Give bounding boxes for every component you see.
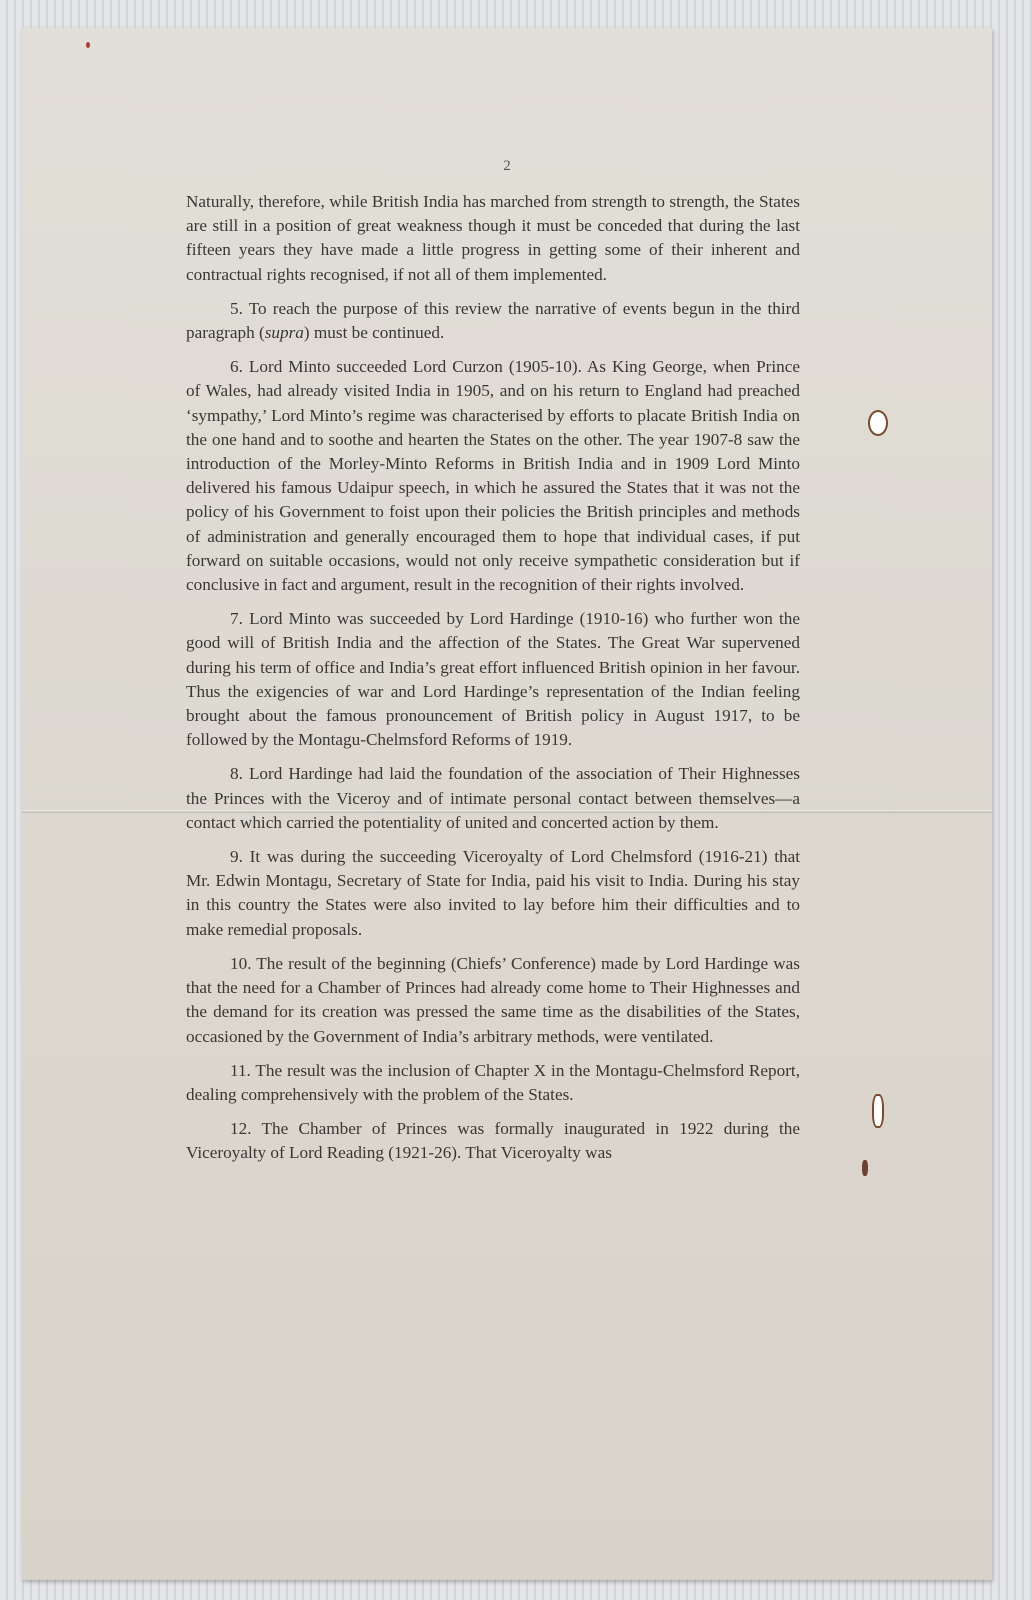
paragraph-6 xyxy=(186,355,800,597)
italic-term: supra xyxy=(264,323,304,343)
document-body xyxy=(186,190,800,1176)
paragraph-number: 8. xyxy=(230,764,243,784)
ink-spot xyxy=(86,42,90,48)
paper-tear xyxy=(872,1094,884,1128)
paragraph-text: Naturally, therefore, while British India has marched from strength to strength, the States are still in a position of great weakness though it must be conceded that during the last fifteen years they have made a little progress in getting some of their inherent and contractual rights recognised, if not all of them implemented. xyxy=(186,192,800,284)
paragraph-number: 6. xyxy=(230,357,243,377)
paragraph-number: 7. xyxy=(230,609,243,629)
paper-tear xyxy=(862,1160,868,1176)
paragraph-text: Lord Minto succeeded Lord Curzon (1905-10). As King George, when Prince of Wales, had already visited India in 1905, and on his return to England had preached ‘sympathy,’ Lord Minto’s regime was characterised by efforts to placate British India on the one hand and to soothe and hearten the States on the other. The year 1907-8 saw the introduction of the Morley-Minto Reforms in British India and in 1909 Lord Minto delivered his famous Udaipur speech, in which he assured the States that it was not the policy of his Government to foist upon their policies the British principles and methods of administration and generally encouraged them to hope that individual cases, if put forward on suitable occasions, would not only receive sympathetic consideration but if conclusive in fact and argument, result in the recognition of their rights involved. xyxy=(186,357,801,595)
paragraph-number: 10. xyxy=(230,953,252,973)
paragraph-text: The result of the beginning (Chiefs’ Conference) made by Lord Hardinge was that the need for a Chamber of Princes had already come home to Their Highnesses and the demand for its creation was pressed the same time as the disabilities of the States, occasioned by the Government of India’s arbitrary methods, were ventilated. xyxy=(186,953,800,1046)
paragraph-8 xyxy=(186,762,800,835)
paragraph-7 xyxy=(186,607,800,752)
paragraph-12 xyxy=(186,1117,800,1165)
paragraph-9 xyxy=(186,845,800,942)
paragraph-4-continuation xyxy=(186,190,800,287)
paragraph-text: Lord Hardinge had laid the foundation of the association of Their Highnesses the Princes with the Viceroy and of intimate personal contact between themselves—a contact which carried the potentiality of united and concerted action by them. xyxy=(186,764,800,832)
paragraph-text: Lord Minto was succeeded by Lord Hardinge (1910-16) who further won the good will of British India and the affection of the States. The Great War supervened during his term of office and India’s great effort influenced British opinion in her favour. Thus the exigencies of war and Lord Hardinge’s representation of the Indian feeling brought about the famous pronouncement of British policy in August 1917, to be followed by the Montagu-Chelmsford Reforms of 1919. xyxy=(186,609,801,750)
paragraph-11 xyxy=(186,1059,800,1107)
paragraph-text: ) must be continued. xyxy=(303,323,445,343)
paragraph-text: It was during the succeeding Viceroyalty of Lord Chelmsford (1916-21) that Mr. Edwin Montagu, Secretary of State for India, paid his visit to India. During his stay in this country the States were also invited to lay before him their difficulties and to make remedial proposals. xyxy=(186,847,800,939)
paragraph-number: 9. xyxy=(230,847,243,867)
paragraph-number: 11. xyxy=(230,1060,251,1080)
paragraph-10 xyxy=(186,952,800,1049)
paragraph-text: To reach the purpose of this review the narrative of events begun in the third paragraph ( xyxy=(186,298,800,343)
paragraph-text: The result was the inclusion of Chapter X in the Montagu-Chelmsford Report, dealing comprehensively with the problem of the States. xyxy=(186,1060,800,1104)
paragraph-text: The Chamber of Princes was formally inaugurated in 1922 during the Viceroyalty of Lord Reading (1921-26). That Viceroyalty was xyxy=(186,1119,800,1163)
paper-tear xyxy=(868,410,888,436)
document-page xyxy=(22,28,992,1580)
paragraph-number: 5. xyxy=(230,298,243,318)
page-number: 2 xyxy=(503,158,511,174)
paragraph-5 xyxy=(186,297,800,345)
paragraph-number: 12. xyxy=(230,1119,252,1139)
